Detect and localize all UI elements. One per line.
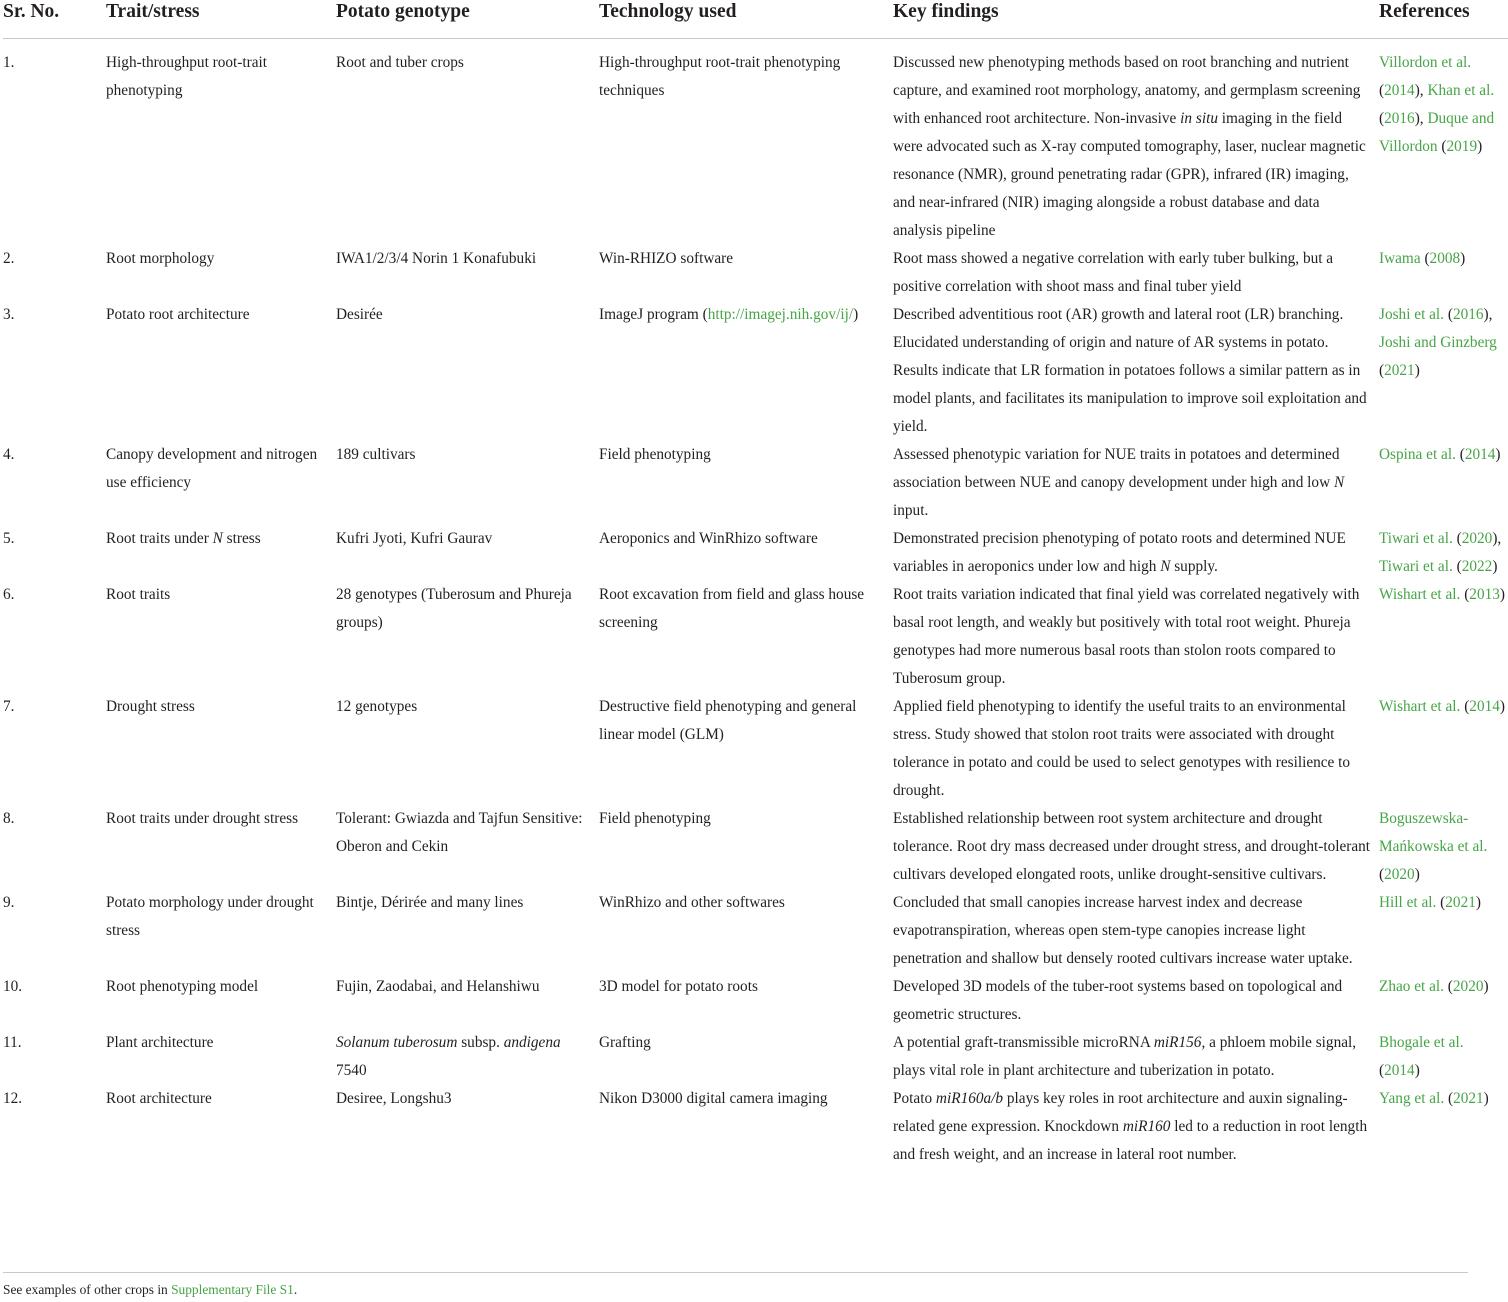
references-cell[interactable]: Zhao et al. (2020) <box>1379 978 1489 995</box>
technology-cell: Field phenotyping <box>599 446 711 463</box>
technology-cell: Field phenotyping <box>599 810 711 827</box>
trait-cell: Drought stress <box>106 698 195 715</box>
row-number: 6. <box>3 586 15 603</box>
table-row <box>3 693 1508 805</box>
findings-cell: Developed 3D models of the tuber-root systems based on topological and geometric structures. <box>893 978 1343 1023</box>
header-technology-used: Technology used <box>599 0 893 39</box>
table-row <box>3 805 1508 889</box>
genotype-cell: Kufri Jyoti, Kufri Gaurav <box>336 530 493 547</box>
trait-cell: Root architecture <box>106 1090 212 1107</box>
trait-cell: Potato root architecture <box>106 306 250 323</box>
table-row <box>3 301 1508 441</box>
header-references: References <box>1379 0 1508 39</box>
references-cell[interactable]: Joshi et al. (2016), Joshi and Ginzberg (2021) <box>1379 306 1497 379</box>
findings-cell: A potential graft-transmissible microRNA miR156, a phloem mobile signal, plays vital role in plant architecture and tuberization in potato. <box>893 1034 1357 1079</box>
table-row <box>3 1029 1508 1085</box>
genotype-cell: 28 genotypes (Tuberosum and Phureja groups) <box>336 586 572 631</box>
genotype-cell: IWA1/2/3/4 Norin 1 Konafubuki <box>336 250 537 267</box>
trait-cell: Canopy development and nitrogen use efficiency <box>106 446 318 491</box>
row-number: 3. <box>3 306 15 323</box>
findings-cell: Discussed new phenotyping methods based on root branching and nutrient capture, and examined root morphology, anatomy, and germplasm screening with enhanced root architecture. Non-invasive in situ imaging in the field were advocated such as X-ray computed tomography, laser, nuclear magnetic resonance (NMR), ground penetrating radar (GPR), infrared (IR) imaging, and near-infrared (NIR) imaging alongside a robust database and data analysis pipeline <box>893 54 1366 239</box>
technology-cell: Destructive field phenotyping and general linear model (GLM) <box>599 698 857 743</box>
table-row <box>3 39 1508 246</box>
references-cell[interactable]: Boguszewska-Mańkowska et al. (2020) <box>1379 810 1488 883</box>
row-number: 12. <box>3 1090 23 1107</box>
header-key-findings: Key findings <box>893 0 1379 39</box>
row-number: 1. <box>3 54 15 71</box>
row-number: 9. <box>3 894 15 911</box>
findings-cell: Assessed phenotypic variation for NUE traits in potatoes and determined association between NUE and canopy development under high and low N input. <box>893 446 1345 519</box>
table-body <box>3 39 1508 1170</box>
trait-cell: Root traits <box>106 586 171 603</box>
findings-cell: Potato miR160a/b plays key roles in root architecture and auxin signaling-related gene expression. Knockdown miR160 led to a reduction in root length and fresh weight, and an increase in lateral root number. <box>893 1090 1368 1163</box>
technology-cell: ImageJ program (http://imagej.nih.gov/ij/) <box>599 306 859 323</box>
genotype-cell: Tolerant: Gwiazda and Tajfun Sensitive: Oberon and Cekin <box>336 810 583 855</box>
findings-cell: Root traits variation indicated that final yield was correlated negatively with basal root length, and weakly but positively with total root weight. Phureja genotypes had more numerous basal roots than stolon roots compared to Tuberosum group. <box>893 586 1360 687</box>
row-number: 7. <box>3 698 15 715</box>
findings-cell: Concluded that small canopies increase harvest index and decrease evapotranspiration, whereas open stem-type canopies increase light penetration and shallow but densely rooted cultivars increase water uptake. <box>893 894 1353 967</box>
genotype-cell: Desiree, Longshu3 <box>336 1090 452 1107</box>
trait-cell: Root traits under drought stress <box>106 810 299 827</box>
trait-cell: High-throughput root-trait phenotyping <box>106 54 268 99</box>
table-row <box>3 581 1508 693</box>
row-number: 10. <box>3 978 23 995</box>
table-header-row <box>3 0 1508 39</box>
trait-cell: Root traits under N stress <box>106 530 261 547</box>
row-number: 11. <box>3 1034 22 1051</box>
genotype-cell: Root and tuber crops <box>336 54 464 71</box>
header-sr-no: Sr. No. <box>3 0 106 39</box>
table-row <box>3 441 1508 525</box>
table-row <box>3 1085 1508 1169</box>
genotype-cell: Fujin, Zaodabai, and Helanshiwu <box>336 978 540 995</box>
genotype-cell: 189 cultivars <box>336 446 416 463</box>
row-number: 2. <box>3 250 15 267</box>
technology-cell: Nikon D3000 digital camera imaging <box>599 1090 828 1107</box>
genotype-cell: Bintje, Dérirée and many lines <box>336 894 524 911</box>
findings-cell: Applied field phenotyping to identify the useful traits to an environmental stress. Study showed that stolon root traits were associated with drought tolerance in potato and could be used to select genotypes with resilience to drought. <box>893 698 1351 799</box>
header-trait-stress: Trait/stress <box>106 0 336 39</box>
table-row <box>3 245 1508 301</box>
genotype-cell: 12 genotypes <box>336 698 418 715</box>
table-row <box>3 889 1508 973</box>
references-cell[interactable]: Villordon et al. (2014), Khan et al. (2016), Duque and Villordon (2019) <box>1379 54 1495 155</box>
references-cell[interactable]: Wishart et al. (2013) <box>1379 586 1505 603</box>
genotype-cell: Solanum tuberosum subsp. andigena 7540 <box>336 1034 561 1079</box>
technology-cell: WinRhizo and other softwares <box>599 894 785 911</box>
genotype-cell: Desirée <box>336 306 383 323</box>
findings-cell: Demonstrated precision phenotyping of potato roots and determined NUE variables in aeroponics under low and high N supply. <box>893 530 1346 575</box>
row-number: 5. <box>3 530 15 547</box>
references-cell[interactable]: Yang et al. (2021) <box>1379 1090 1489 1107</box>
findings-cell: Described adventitious root (AR) growth and lateral root (LR) branching. Elucidated understanding of origin and nature of AR systems in potato. Results indicate that LR formation in potatoes follows a similar pattern as in model plants, and facilitates its manipulation to improve soil exploitation and yield. <box>893 306 1367 435</box>
references-cell[interactable]: Ospina et al. (2014) <box>1379 446 1501 463</box>
table-footnote <box>3 1281 297 1299</box>
technology-cell: Aeroponics and WinRhizo software <box>599 530 818 547</box>
references-cell[interactable]: Bhogale et al. (2014) <box>1379 1034 1464 1079</box>
references-cell[interactable]: Hill et al. (2021) <box>1379 894 1481 911</box>
row-number: 4. <box>3 446 15 463</box>
trait-cell: Plant architecture <box>106 1034 214 1051</box>
footnote-suffix: . <box>293 1282 298 1297</box>
technology-cell: 3D model for potato roots <box>599 978 758 995</box>
row-number: 8. <box>3 810 15 827</box>
technology-cell: Grafting <box>599 1034 651 1051</box>
trait-cell: Root phenotyping model <box>106 978 259 995</box>
table-row <box>3 973 1508 1029</box>
table-row <box>3 525 1508 581</box>
references-cell[interactable]: Tiwari et al. (2020), Tiwari et al. (2022) <box>1379 530 1502 575</box>
technology-cell: Root excavation from field and glass house screening <box>599 586 865 631</box>
references-cell[interactable]: Wishart et al. (2014) <box>1379 698 1505 715</box>
findings-cell: Established relationship between root system architecture and drought tolerance. Root dry mass decreased under drought stress, and drought-tolerant cultivars developed elongated roots, unlike drought-sensitive cultivars. <box>893 810 1371 883</box>
table-bottom-rule <box>3 1272 1468 1273</box>
trait-cell: Potato morphology under drought stress <box>106 894 314 939</box>
technology-cell: Win-RHIZO software <box>599 250 734 267</box>
data-table <box>3 0 1508 1169</box>
technology-cell: High-throughput root-trait phenotyping techniques <box>599 54 841 99</box>
supplementary-file-link[interactable]: Supplementary File S1 <box>171 1282 294 1297</box>
trait-cell: Root morphology <box>106 250 215 267</box>
findings-cell: Root mass showed a negative correlation with early tuber bulking, but a positive correlation with shoot mass and final tuber yield <box>893 250 1334 295</box>
header-potato-genotype: Potato genotype <box>336 0 599 39</box>
footnote-prefix: See examples of other crops in <box>3 1282 172 1297</box>
references-cell[interactable]: Iwama (2008) <box>1379 250 1466 267</box>
